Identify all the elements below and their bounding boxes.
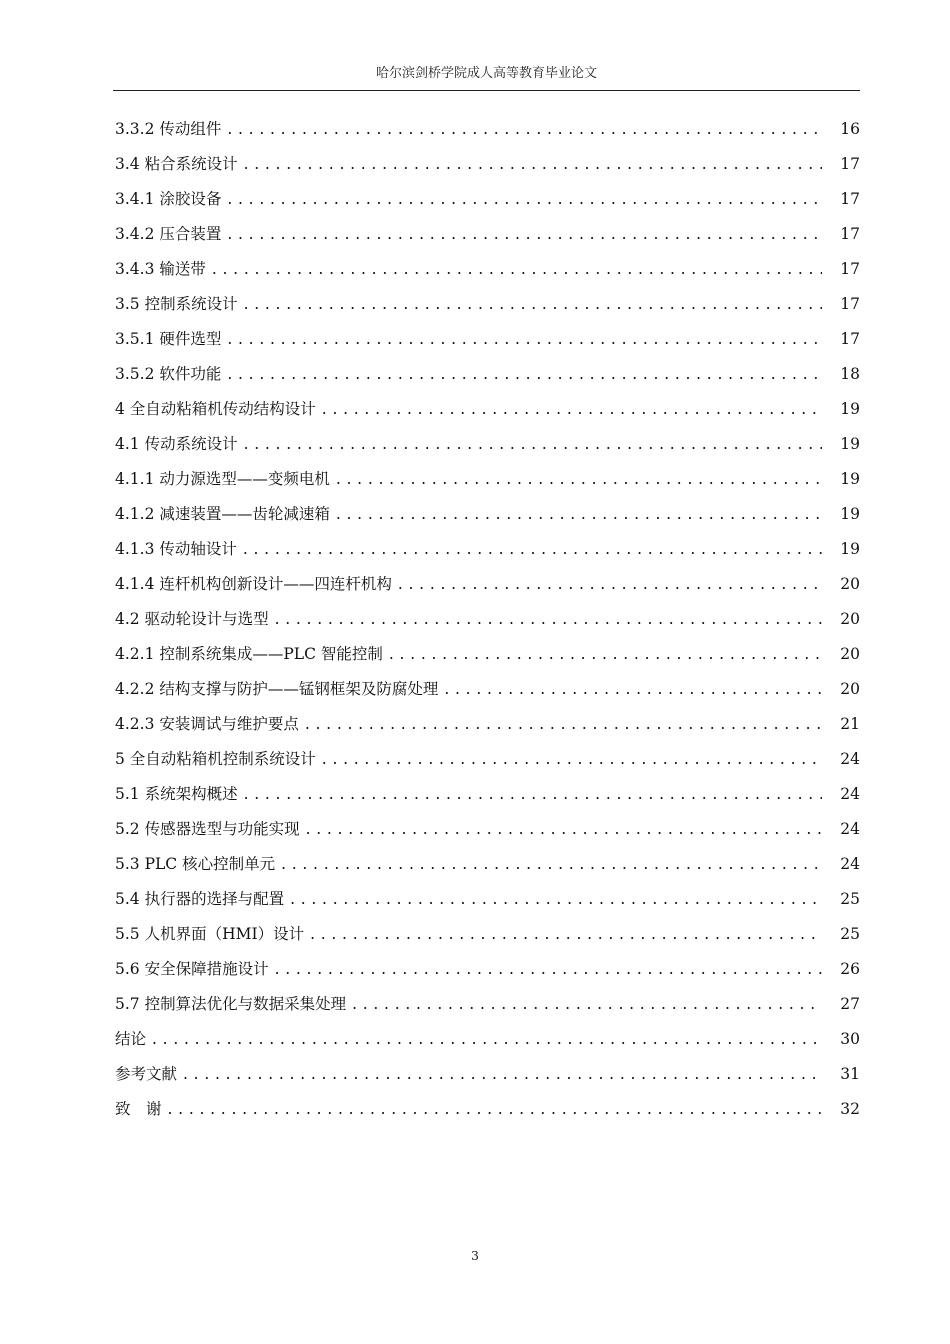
toc-dot-leader [336, 462, 822, 497]
toc-entry-title: 3.4.1 涂胶设备 [115, 190, 222, 208]
toc-entry-title: 5.3 PLC 核心控制单元 [115, 855, 276, 873]
toc-entry-page: 17 [840, 330, 860, 348]
toc-entry-page: 19 [840, 435, 860, 453]
toc-entry-page: 18 [840, 365, 860, 383]
toc-entry-page: 24 [840, 785, 860, 803]
toc-entry[interactable] [115, 672, 860, 707]
toc-entry-page: 31 [840, 1065, 860, 1083]
page-number: 3 [471, 1248, 479, 1263]
toc-dot-leader [305, 707, 822, 742]
toc-entry-page: 27 [840, 995, 860, 1013]
toc-entry[interactable] [115, 462, 860, 497]
toc-entry-title: 4.2.1 控制系统集成——PLC 智能控制 [115, 645, 383, 663]
toc-entry[interactable] [115, 707, 860, 742]
toc-entry-page: 24 [840, 750, 860, 768]
toc-entry-page: 20 [840, 610, 860, 628]
toc-entry-title: 结论 [115, 1030, 147, 1048]
toc-dot-leader [227, 357, 822, 392]
toc-entry[interactable] [115, 322, 860, 357]
toc-entry-page: 19 [840, 505, 860, 523]
toc-entry-title: 4 全自动粘箱机传动结构设计 [115, 400, 316, 418]
toc-entry-title: 3.3.2 传动组件 [115, 120, 222, 138]
toc-dot-leader [389, 637, 822, 672]
toc-entry-title: 4.2.3 安装调试与维护要点 [115, 715, 299, 733]
toc-entry-title: 4.1.2 减速装置——齿轮减速箱 [115, 505, 330, 523]
toc-entry[interactable] [115, 602, 860, 637]
toc-entry-title: 3.4 粘合系统设计 [115, 155, 238, 173]
toc-entry-title: 4.1.4 连杆机构创新设计——四连杆机构 [115, 575, 392, 593]
toc-entry-page: 24 [840, 855, 860, 873]
toc-dot-leader [244, 147, 822, 182]
toc-entry-title: 5.6 安全保障措施设计 [115, 960, 269, 978]
toc-dot-leader [398, 567, 822, 602]
toc-dot-leader [168, 1092, 822, 1127]
toc-entry-page: 17 [840, 225, 860, 243]
toc-entry-page: 30 [840, 1030, 860, 1048]
toc-dot-leader [275, 952, 822, 987]
toc-entry-page: 25 [840, 925, 860, 943]
toc-entry-title: 致 谢 [115, 1100, 162, 1118]
toc-entry-page: 19 [840, 400, 860, 418]
toc-dot-leader [227, 182, 822, 217]
toc-entry[interactable] [115, 1022, 860, 1057]
toc-entry[interactable] [115, 567, 860, 602]
toc-dot-leader [227, 112, 822, 147]
toc-entry-page: 20 [840, 575, 860, 593]
toc-dot-leader [244, 427, 822, 462]
toc-entry-page: 17 [840, 190, 860, 208]
toc-entry-title: 5.4 执行器的选择与配置 [115, 890, 285, 908]
toc-entry-title: 3.5.1 硬件选型 [115, 330, 222, 348]
toc-dot-leader [322, 742, 822, 777]
toc-dot-leader [444, 672, 822, 707]
toc-dot-leader [243, 532, 822, 567]
toc-entry-title: 5.5 人机界面（HMI）设计 [115, 925, 305, 943]
toc-entry[interactable] [115, 777, 860, 812]
toc-entry[interactable] [115, 952, 860, 987]
toc-entry-title: 3.5.2 软件功能 [115, 365, 222, 383]
toc-entry-title: 4.1.1 动力源选型——变频电机 [115, 470, 330, 488]
toc-dot-leader [306, 812, 822, 847]
toc-entry[interactable] [115, 427, 860, 462]
toc-dot-leader [227, 217, 822, 252]
toc-entry[interactable] [115, 847, 860, 882]
toc-dot-leader [336, 497, 822, 532]
table-of-contents [115, 112, 860, 1127]
toc-entry[interactable] [115, 392, 860, 427]
toc-entry[interactable] [115, 637, 860, 672]
toc-entry[interactable] [115, 357, 860, 392]
toc-entry-page: 25 [840, 890, 860, 908]
toc-entry-title: 4.2.2 结构支撑与防护——锰钢框架及防腐处理 [115, 680, 439, 698]
toc-dot-leader [322, 392, 822, 427]
toc-entry-title: 5 全自动粘箱机控制系统设计 [115, 750, 316, 768]
toc-entry-page: 24 [840, 820, 860, 838]
toc-entry-page: 26 [840, 960, 860, 978]
toc-entry[interactable] [115, 1092, 860, 1127]
toc-entry[interactable] [115, 812, 860, 847]
toc-entry-title: 3.5 控制系统设计 [115, 295, 238, 313]
toc-entry-page: 19 [840, 470, 860, 488]
toc-entry[interactable] [115, 742, 860, 777]
toc-entry-page: 17 [840, 155, 860, 173]
toc-entry-title: 4.1 传动系统设计 [115, 435, 238, 453]
toc-entry-page: 20 [840, 680, 860, 698]
toc-entry[interactable] [115, 252, 860, 287]
toc-dot-leader [275, 602, 822, 637]
toc-entry[interactable] [115, 147, 860, 182]
toc-dot-leader [212, 252, 822, 287]
toc-dot-leader [244, 287, 822, 322]
toc-entry-title: 参考文献 [115, 1065, 178, 1083]
toc-dot-leader [227, 322, 822, 357]
toc-entry[interactable] [115, 497, 860, 532]
toc-entry[interactable] [115, 1057, 860, 1092]
toc-entry-page: 21 [840, 715, 860, 733]
toc-entry-page: 20 [840, 645, 860, 663]
toc-entry[interactable] [115, 217, 860, 252]
page-header [113, 64, 860, 91]
toc-entry-page: 16 [840, 120, 860, 138]
toc-dot-leader [352, 987, 822, 1022]
toc-entry-title: 4.1.3 传动轴设计 [115, 540, 237, 558]
toc-dot-leader [290, 882, 822, 917]
toc-entry-page: 17 [840, 295, 860, 313]
toc-entry-title: 4.2 驱动轮设计与选型 [115, 610, 269, 628]
toc-entry-title: 5.2 传感器选型与功能实现 [115, 820, 300, 838]
toc-entry-title: 5.7 控制算法优化与数据采集处理 [115, 995, 347, 1013]
toc-dot-leader [244, 777, 822, 812]
toc-dot-leader [152, 1022, 822, 1057]
toc-dot-leader [281, 847, 822, 882]
toc-dot-leader [310, 917, 822, 952]
toc-entry-page: 17 [840, 260, 860, 278]
toc-entry-title: 3.4.3 输送带 [115, 260, 206, 278]
toc-entry[interactable] [115, 882, 860, 917]
toc-dot-leader [183, 1057, 822, 1092]
toc-entry[interactable] [115, 112, 860, 147]
toc-entry-page: 19 [840, 540, 860, 558]
toc-entry-title: 3.4.2 压合装置 [115, 225, 222, 243]
toc-entry-title: 5.1 系统架构概述 [115, 785, 238, 803]
toc-entry[interactable] [115, 532, 860, 567]
header-title: 哈尔滨剑桥学院成人高等教育毕业论文 [375, 66, 597, 81]
toc-entry-page: 32 [840, 1100, 860, 1118]
toc-entry[interactable] [115, 917, 860, 952]
toc-entry[interactable] [115, 182, 860, 217]
toc-entry[interactable] [115, 987, 860, 1022]
toc-entry[interactable] [115, 287, 860, 322]
